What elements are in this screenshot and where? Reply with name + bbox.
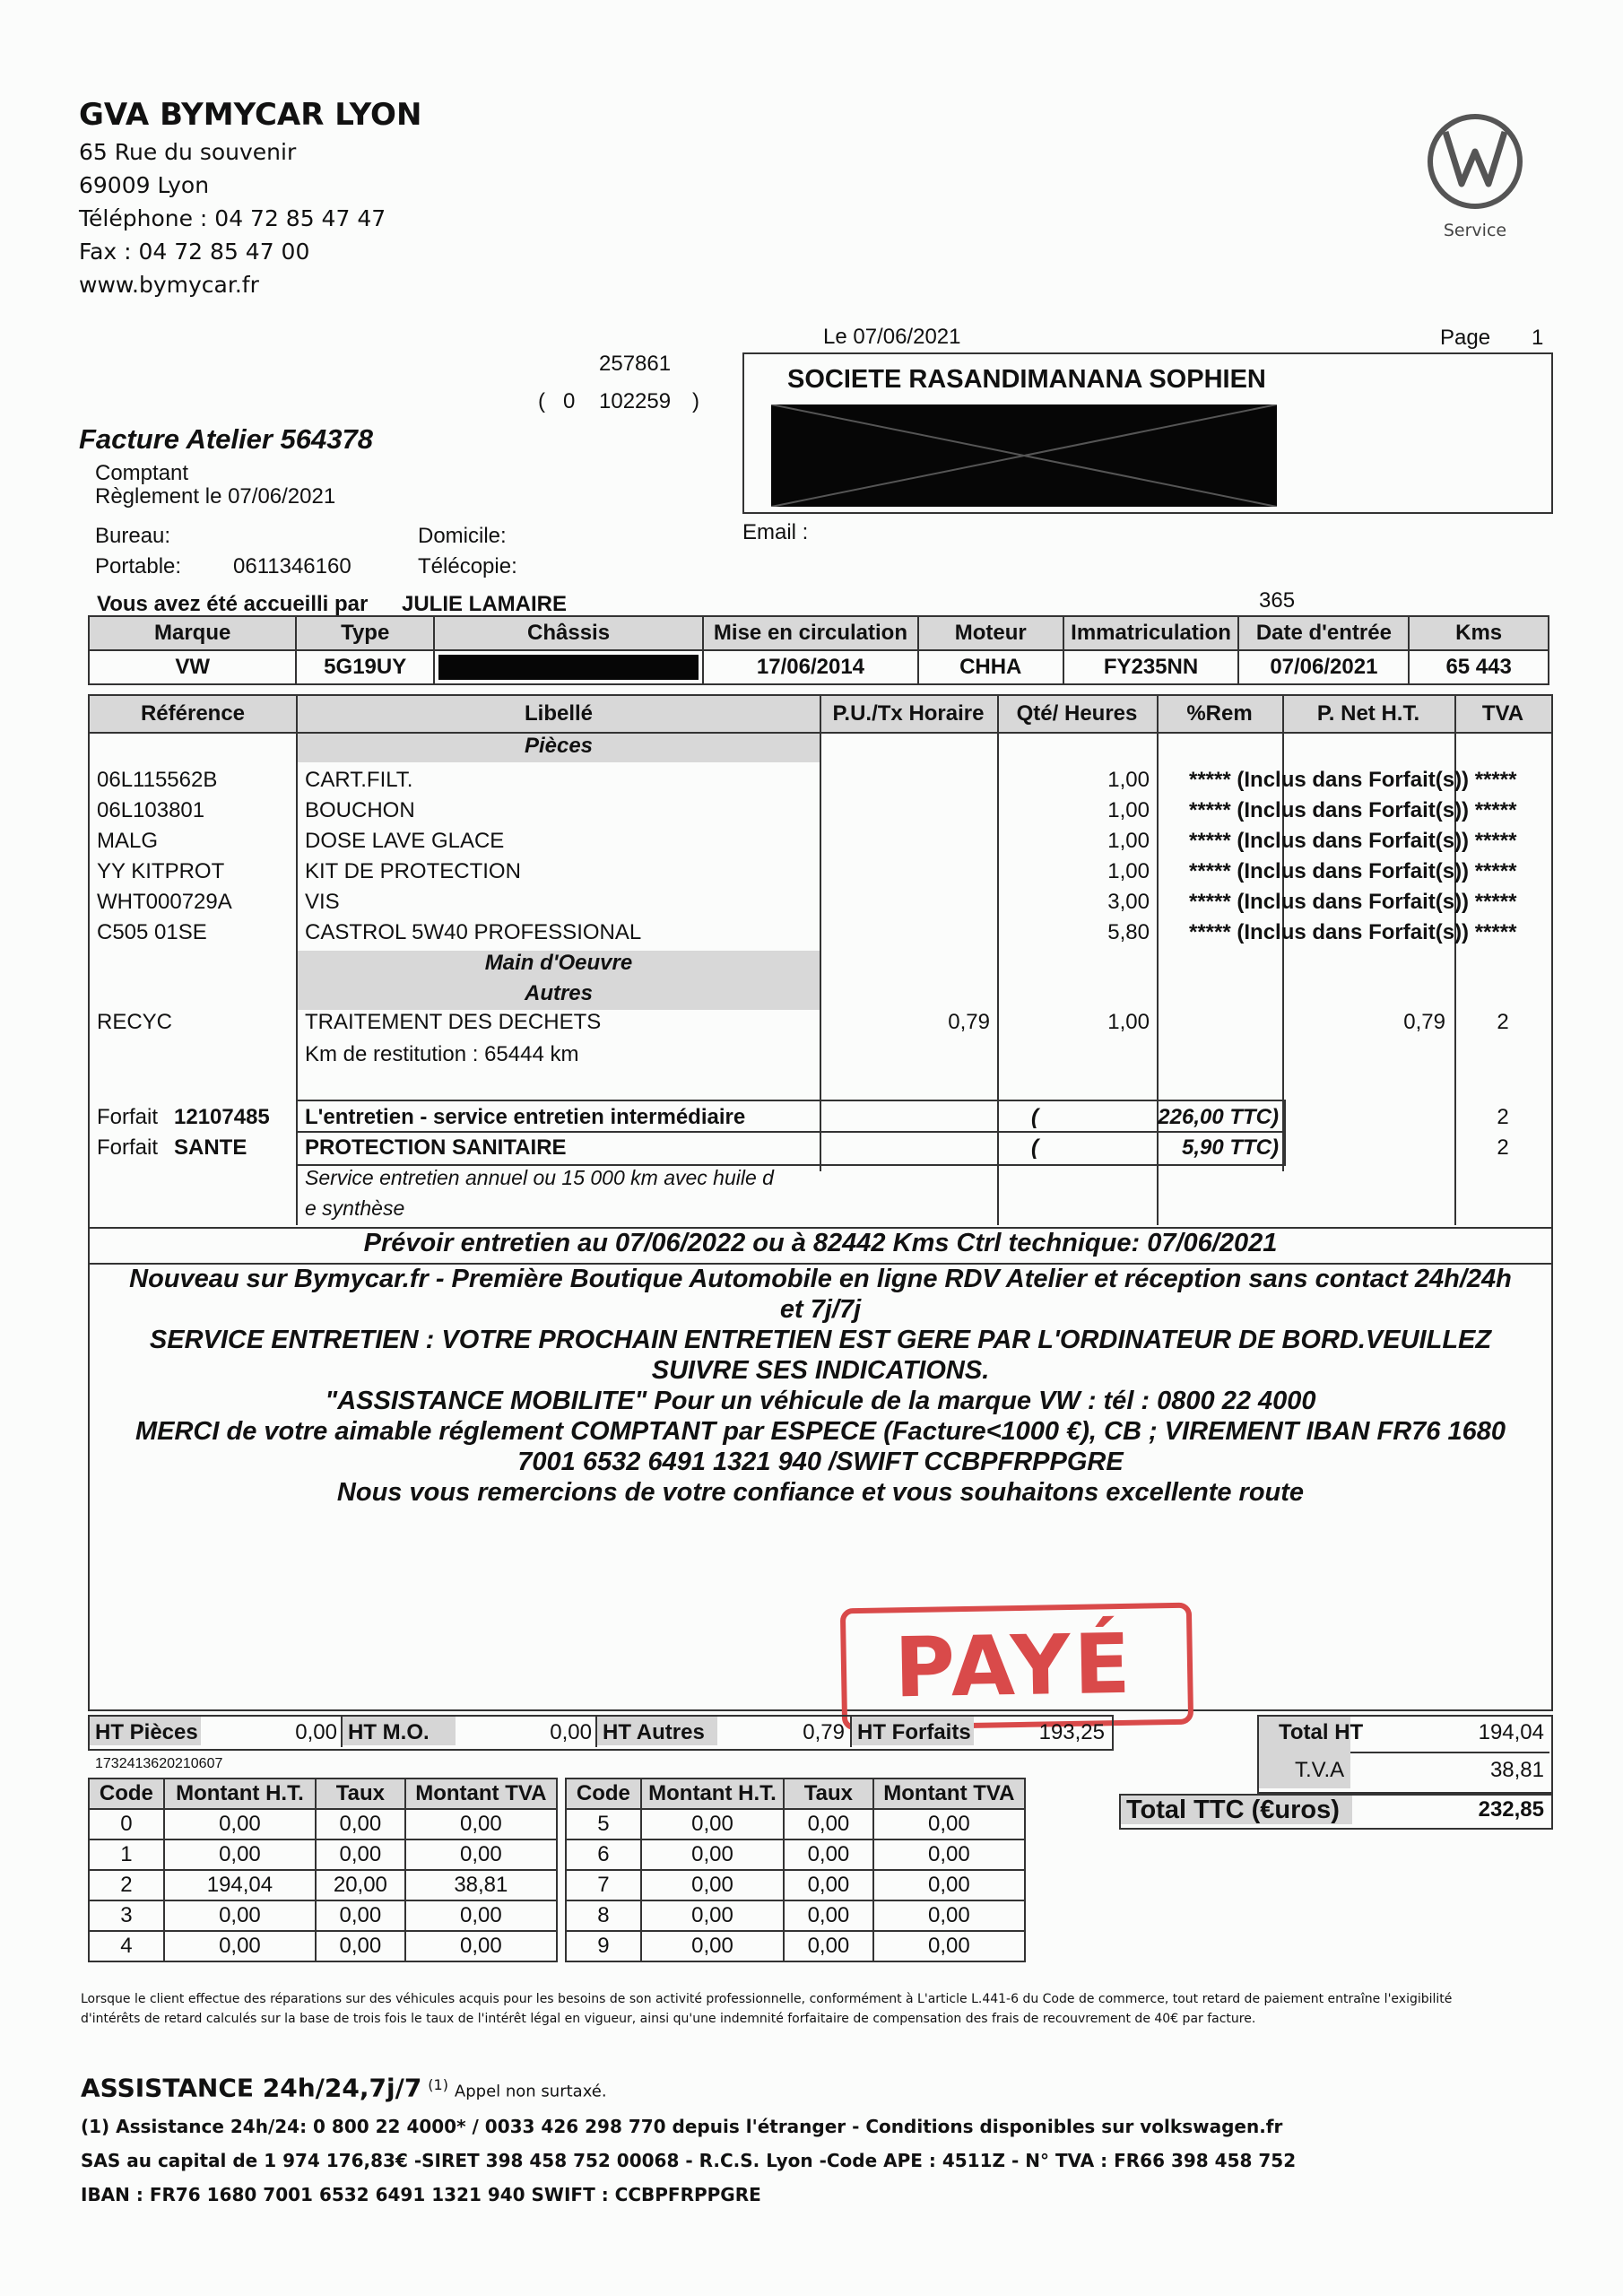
vehicle-engine: CHHA (918, 650, 1063, 684)
other-pu: 0,79 (948, 1010, 990, 1034)
section-pieces: Pièces (298, 734, 820, 762)
subtotal-value: 0,79 (803, 1720, 845, 1744)
forfait-tva: 2 (1497, 1135, 1509, 1160)
part-ref: 06L103801 (97, 798, 205, 822)
notice-line: SUIVRE SES INDICATIONS. (651, 1356, 990, 1385)
vw-logo (1426, 112, 1524, 240)
forfait-amount: 226,00 TTC) (1158, 1105, 1279, 1129)
vat-table-left (88, 1778, 558, 1962)
total-ttc-value: 232,85 (1478, 1797, 1544, 1822)
legal-line: Lorsque le client effectue des réparations sur des véhicules acquis pour les besoins de son activité professionnelle, conformément à L'article L.441-6 du Code de commerce, tout retard de paiement entraîne l'exigibilité (81, 1992, 1453, 2006)
part-label: KIT DE PROTECTION (305, 859, 521, 883)
garage-name: GVA BYMYCAR LYON (79, 97, 422, 133)
vat-code: 9 (566, 1931, 641, 1961)
part-ref: MALG (97, 829, 159, 853)
vat-ht: 0,00 (641, 1870, 784, 1900)
vat-rate: 20,00 (316, 1870, 405, 1900)
vat-rate: 0,00 (784, 1931, 873, 1961)
vehicle-header: Kms (1409, 616, 1549, 650)
section-autres: Autres (298, 981, 820, 1010)
forfait-code: 12107485 (174, 1105, 270, 1129)
notice-line: MERCI de votre aimable réglement COMPTANT par ESPECE (Facture<1000 €), CB ; VIREMENT IBAN FR76 1680 (135, 1417, 1506, 1446)
other-net: 0,79 (1403, 1010, 1445, 1034)
vat-rate: 0,00 (784, 1870, 873, 1900)
vat-rate: 0,00 (784, 1839, 873, 1870)
vat-row (566, 1900, 1025, 1931)
part-note: ***** (Inclus dans Forfait(s)) ***** (1189, 890, 1517, 914)
accueil-label: Vous avez été accueilli par (97, 592, 369, 616)
vat-amount: 0,00 (405, 1931, 557, 1961)
vat-header: Code (89, 1779, 164, 1809)
part-note: ***** (Inclus dans Forfait(s)) ***** (1189, 859, 1517, 883)
forfait-code: SANTE (174, 1135, 247, 1160)
assistance-note: Appel non surtaxé. (454, 2082, 607, 2101)
garage-phone: Téléphone : 04 72 85 47 47 (79, 205, 386, 231)
vat-ht: 0,00 (164, 1809, 316, 1839)
notice-line: "ASSISTANCE MOBILITE" Pour un véhicule de la marque VW : tél : 0800 22 4000 (325, 1387, 1316, 1415)
ref-number: 102259 (599, 389, 672, 413)
doc-number: 257861 (599, 352, 672, 376)
paid-stamp (840, 1603, 1193, 1731)
vehicle-brand: VW (89, 650, 296, 684)
forfait-label: L'entretien - service entretien intermédiaire (305, 1105, 746, 1129)
garage-address1: 65 Rue du souvenir (79, 139, 297, 165)
vehicle-header: Moteur (918, 616, 1063, 650)
part-ref: YY KITPROT (97, 859, 225, 883)
subtotal-label: HT Forfaits (857, 1720, 971, 1744)
subtotal-value: 193,25 (1038, 1720, 1105, 1744)
forfait-label: PROTECTION SANITAIRE (305, 1135, 567, 1160)
part-ref: WHT000729A (97, 890, 232, 914)
vat-code: 0 (89, 1809, 164, 1839)
invoice-date: Le 07/06/2021 (823, 325, 961, 349)
vat-rate: 0,00 (784, 1809, 873, 1839)
vat-amount: 0,00 (405, 1839, 557, 1870)
vat-row (89, 1900, 557, 1931)
part-qty: 1,00 (1107, 768, 1150, 792)
vat-code: 2 (89, 1870, 164, 1900)
vat-row (566, 1839, 1025, 1870)
vat-code: 1 (89, 1839, 164, 1870)
assistance-line: (1) Assistance 24h/24: 0 800 22 4000* / 0033 426 298 770 depuis l'étranger - Conditions disponibles sur volkswagen.fr (81, 2115, 1283, 2137)
part-qty: 1,00 (1107, 829, 1150, 853)
portable-number: 0611346160 (233, 554, 352, 578)
part-note: ***** (Inclus dans Forfait(s)) ***** (1189, 829, 1517, 853)
notice-line: Nouveau sur Bymycar.fr - Première Boutique Automobile en ligne RDV Atelier et réception sans contact 24h/24h (129, 1265, 1512, 1293)
vat-row (566, 1931, 1025, 1961)
vat-code: 4 (89, 1931, 164, 1961)
total-tva-value: 38,81 (1489, 1758, 1544, 1782)
vehicle-circulation-date: 17/06/2014 (703, 650, 918, 684)
forfait-description: e synthèse (305, 1196, 405, 1220)
page-number: 1 (1532, 326, 1544, 350)
vat-ht: 0,00 (641, 1839, 784, 1870)
vat-ht: 0,00 (641, 1809, 784, 1839)
vat-row (89, 1870, 557, 1900)
part-qty: 5,80 (1107, 920, 1150, 944)
iban-line: IBAN : FR76 1680 7001 6532 6491 1321 940 SWIFT : CCBPFRPPGRE (81, 2183, 761, 2205)
vehicle-table (88, 615, 1549, 685)
forfait-description: Service entretien annuel ou 15 000 km avec huile d (305, 1166, 774, 1189)
vat-header: Code (566, 1779, 641, 1809)
invoice-title: Facture Atelier 564378 (79, 423, 373, 455)
portable-label: Portable: (95, 554, 182, 578)
footer (81, 2068, 1296, 2212)
ref-prefix: 0 (563, 389, 576, 413)
section-main-oeuvre: Main d'Oeuvre (298, 951, 820, 981)
notice-line: SERVICE ENTRETIEN : VOTRE PROCHAIN ENTRETIEN EST GERE PAR L'ORDINATEUR DE BORD.VEUILLEZ (149, 1326, 1492, 1354)
part-note: ***** (Inclus dans Forfait(s)) ***** (1189, 920, 1517, 944)
vat-rate: 0,00 (316, 1839, 405, 1870)
vw-logo-icon (1426, 112, 1524, 211)
other-qty: 1,00 (1107, 1010, 1150, 1034)
logo-service-label: Service (1443, 221, 1507, 240)
forfait-paren: ( (1031, 1105, 1038, 1129)
vat-header: Montant H.T. (164, 1779, 316, 1809)
vat-header: Taux (784, 1779, 873, 1809)
part-qty: 1,00 (1107, 798, 1150, 822)
col-header-tva: TVA (1481, 701, 1524, 726)
notice-line: 7001 6532 6491 1321 940 /SWIFT CCBPFRPPGRE (517, 1448, 1124, 1476)
part-note: ***** (Inclus dans Forfait(s)) ***** (1189, 768, 1517, 792)
vehicle-header: Mise en circulation (703, 616, 918, 650)
bureau-label: Bureau: (95, 524, 171, 548)
vehicle-entry-date: 07/06/2021 (1238, 650, 1409, 684)
total-ht-value: 194,04 (1478, 1720, 1544, 1744)
total-tva-label: T.V.A (1295, 1758, 1345, 1782)
vehicle-header: Châssis (434, 616, 703, 650)
total-ttc-label: Total TTC (€uros) (1126, 1796, 1340, 1824)
vehicle-header: Immatriculation (1063, 616, 1239, 650)
vat-header: Taux (316, 1779, 405, 1809)
payment-date: Règlement le 07/06/2021 (95, 484, 336, 509)
col-header-pu: P.U./Tx Horaire (832, 701, 985, 726)
part-label: VIS (305, 890, 340, 914)
company-legal-line: SAS au capital de 1 974 176,83€ -SIRET 398 458 752 00068 - R.C.S. Lyon -Code APE : 4511Z - N° TVA : FR66 398 458 752 (81, 2149, 1297, 2171)
email-label: Email : (742, 520, 809, 544)
vat-code: 6 (566, 1839, 641, 1870)
vehicle-type: 5G19UY (296, 650, 434, 684)
vat-ht: 0,00 (164, 1900, 316, 1931)
part-note: ***** (Inclus dans Forfait(s)) ***** (1189, 798, 1517, 822)
vehicle-header: Type (296, 616, 434, 650)
vat-amount: 0,00 (405, 1809, 557, 1839)
vat-row (89, 1839, 557, 1870)
col-header-qty: Qté/ Heures (1016, 701, 1138, 726)
other-ref: RECYC (97, 1010, 173, 1034)
vat-row (566, 1870, 1025, 1900)
other-label: TRAITEMENT DES DECHETS (305, 1010, 602, 1034)
part-qty: 3,00 (1107, 890, 1150, 914)
telecopie-label: Télécopie: (418, 554, 517, 578)
vehicle-header: Marque (89, 616, 296, 650)
vat-header: Montant TVA (873, 1779, 1025, 1809)
assistance-sup: (1) (428, 2076, 448, 2093)
col-header-libelle: Libellé (524, 701, 594, 726)
vat-amount: 0,00 (873, 1809, 1025, 1839)
part-label: DOSE LAVE GLACE (305, 829, 505, 853)
vehicle-header: Date d'entrée (1238, 616, 1409, 650)
col-header-rem: %Rem (1186, 701, 1253, 726)
col-header-reference: Référence (140, 701, 246, 726)
vat-ht: 0,00 (641, 1900, 784, 1931)
forfait-paren: ( (1031, 1135, 1038, 1160)
vat-row (89, 1809, 557, 1839)
subtotal-label: HT Pièces (95, 1720, 198, 1744)
redacted-address (771, 404, 1277, 507)
vat-header: Montant H.T. (641, 1779, 784, 1809)
notice-line: et 7j/7j (779, 1295, 862, 1324)
other-tva: 2 (1497, 1010, 1509, 1034)
total-ht-label: Total HT (1279, 1720, 1364, 1744)
vat-amount: 0,00 (405, 1900, 557, 1931)
vat-code: 7 (566, 1870, 641, 1900)
vat-code: 3 (89, 1900, 164, 1931)
part-ref: C505 01SE (97, 920, 207, 944)
vat-header: Montant TVA (405, 1779, 557, 1809)
garage-fax: Fax : 04 72 85 47 00 (79, 239, 310, 265)
vat-amount: 38,81 (405, 1870, 557, 1900)
code-365: 365 (1259, 588, 1296, 613)
paren-close: ) (692, 389, 699, 413)
vat-row (89, 1931, 557, 1961)
subtotal-label: HT Autres (603, 1720, 705, 1744)
garage-website: www.bymycar.fr (79, 272, 259, 298)
subtotal-value: 0,00 (550, 1720, 592, 1744)
col-header-net: P. Net H.T. (1316, 701, 1420, 726)
subtotal-label: HT M.O. (348, 1720, 430, 1744)
vat-rate: 0,00 (784, 1900, 873, 1931)
vat-amount: 0,00 (873, 1870, 1025, 1900)
forfait-amount: 5,90 TTC) (1181, 1135, 1279, 1160)
vat-amount: 0,00 (873, 1839, 1025, 1870)
vat-amount: 0,00 (873, 1900, 1025, 1931)
vehicle-plate: FY235NN (1063, 650, 1239, 684)
vat-code: 5 (566, 1809, 641, 1839)
forfait-tva: 2 (1497, 1105, 1509, 1129)
vat-rate: 0,00 (316, 1809, 405, 1839)
part-qty: 1,00 (1107, 859, 1150, 883)
vat-row (566, 1809, 1025, 1839)
payment-mode: Comptant (95, 461, 189, 485)
notice-box (88, 1225, 1553, 1711)
part-label: BOUCHON (305, 798, 415, 822)
notice-line: Nous vous remercions de votre confiance et vous souhaitons excellente route (336, 1478, 1305, 1507)
paren-open: ( (538, 389, 545, 413)
vat-amount: 0,00 (873, 1931, 1025, 1961)
vat-rate: 0,00 (316, 1900, 405, 1931)
vat-ht: 0,00 (164, 1839, 316, 1870)
client-box (742, 352, 1553, 514)
part-label: CASTROL 5W40 PROFESSIONAL (305, 920, 642, 944)
subtotal-value: 0,00 (295, 1720, 337, 1744)
legal-notice (81, 1989, 1551, 2029)
garage-address2: 69009 Lyon (79, 172, 210, 198)
vehicle-km: 65 443 (1409, 650, 1549, 684)
garage-block (79, 99, 421, 301)
vat-table-right (565, 1778, 1026, 1962)
forfait-prefix: Forfait (97, 1105, 159, 1129)
accueil-name: JULIE LAMAIRE (402, 592, 568, 616)
maintenance-reminder: Prévoir entretien au 07/06/2022 ou à 82442 Kms Ctrl technique: 07/06/2021 (363, 1229, 1278, 1257)
vehicle-chassis (434, 650, 703, 684)
forfait-prefix: Forfait (97, 1135, 159, 1160)
part-label: CART.FILT. (305, 768, 413, 792)
vat-code: 8 (566, 1900, 641, 1931)
domicile-label: Domicile: (418, 524, 507, 548)
vat-ht: 0,00 (164, 1931, 316, 1961)
legal-line: d'intérêts de retard calculés sur la base de trois fois le taux de l'intérêt légal en vigueur, ainsi qu'une indemnité forfaitaire de compensation des frais de recouvrement de 40€ par facture. (81, 2012, 1256, 2026)
redacted-chassis (438, 655, 699, 680)
part-ref: 06L115562B (97, 768, 218, 792)
items-box (88, 694, 1553, 1229)
km-note: Km de restitution : 65444 km (305, 1042, 579, 1066)
reference-code: 1732413620210607 (95, 1756, 223, 1771)
assistance-title: ASSISTANCE 24h/24,7j/7 (81, 2073, 422, 2103)
vat-rate: 0,00 (316, 1931, 405, 1961)
client-name: SOCIETE RASANDIMANANA SOPHIEN (787, 365, 1266, 394)
page-label: Page (1440, 326, 1491, 350)
paid-stamp-text: PAYÉ (893, 1615, 1135, 1717)
vat-ht: 0,00 (641, 1931, 784, 1961)
vat-ht: 194,04 (164, 1870, 316, 1900)
